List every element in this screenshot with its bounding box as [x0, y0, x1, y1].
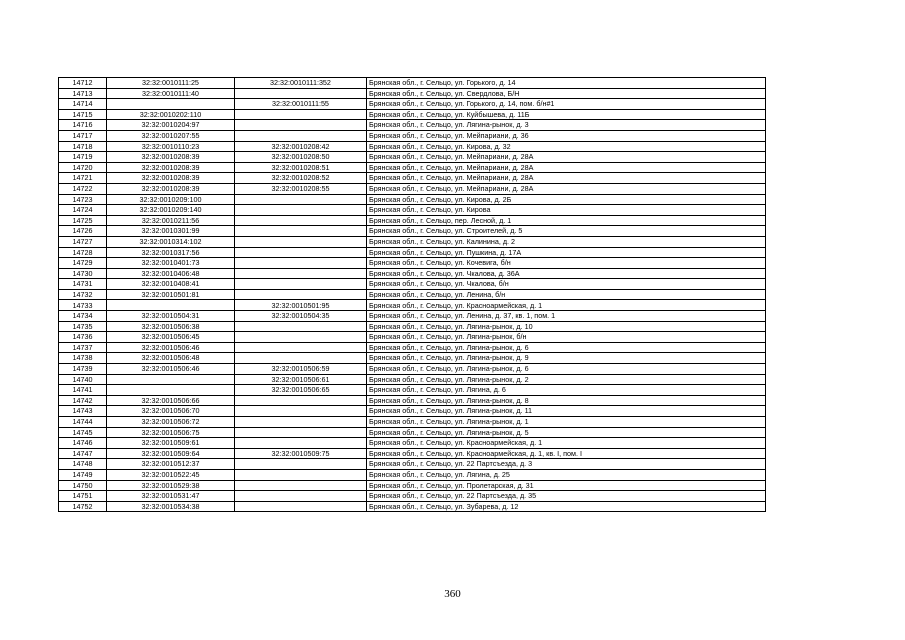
related-cadastral-number-cell [235, 321, 367, 332]
cadastral-number-cell: 32:32:0010504:31 [107, 311, 235, 322]
row-number-cell: 14752 [59, 501, 107, 512]
row-number-cell: 14727 [59, 236, 107, 247]
row-number-cell: 14717 [59, 130, 107, 141]
row-number-cell: 14747 [59, 448, 107, 459]
table-row [59, 501, 766, 512]
address-cell: Брянская обл., г. Сельцо, ул. Горького, д. 14 [367, 78, 766, 89]
table-row [59, 385, 766, 396]
address-cell: Брянская обл., г. Сельцо, ул. Пролетарская, д. 31 [367, 480, 766, 491]
table-row [59, 289, 766, 300]
row-number-cell: 14733 [59, 300, 107, 311]
cadastral-number-cell [107, 374, 235, 385]
cadastral-number-cell: 32:32:0010506:48 [107, 353, 235, 364]
cadastral-number-cell: 32:32:0010529:38 [107, 480, 235, 491]
table-row [59, 321, 766, 332]
cadastral-number-cell: 32:32:0010314:102 [107, 236, 235, 247]
row-number-cell: 14735 [59, 321, 107, 332]
related-cadastral-number-cell [235, 332, 367, 343]
cadastral-number-cell: 32:32:0010509:64 [107, 448, 235, 459]
table-row [59, 162, 766, 173]
row-number-cell: 14745 [59, 427, 107, 438]
related-cadastral-number-cell: 32:32:0010208:51 [235, 162, 367, 173]
page-number: 360 [444, 588, 461, 600]
row-number-cell: 14744 [59, 417, 107, 428]
related-cadastral-number-cell: 32:32:0010504:35 [235, 311, 367, 322]
cadastral-number-cell: 32:32:0010208:39 [107, 152, 235, 163]
address-cell: Брянская обл., г. Сельцо, ул. 22 Партсъезда, д. 3 [367, 459, 766, 470]
cadastral-number-cell: 32:32:0010208:39 [107, 162, 235, 173]
table-row [59, 332, 766, 343]
table-row [59, 183, 766, 194]
table-row [59, 205, 766, 216]
address-cell: Брянская обл., г. Сельцо, ул. Лягина-рынок, б/н [367, 332, 766, 343]
table-row [59, 374, 766, 385]
related-cadastral-number-cell: 32:32:0010506:59 [235, 364, 367, 375]
address-cell: Брянская обл., г. Сельцо, ул. Лягина-рынок, д. 10 [367, 321, 766, 332]
table-row [59, 491, 766, 502]
related-cadastral-number-cell [235, 417, 367, 428]
address-cell: Брянская обл., г. Сельцо, ул. Лягина-рынок, д. 5 [367, 427, 766, 438]
row-number-cell: 14746 [59, 438, 107, 449]
table-row [59, 459, 766, 470]
cadastral-number-cell: 32:32:0010501:81 [107, 289, 235, 300]
related-cadastral-number-cell [235, 427, 367, 438]
related-cadastral-number-cell [235, 491, 367, 502]
address-cell: Брянская обл., г. Сельцо, ул. Лягина-рынок, д. 1 [367, 417, 766, 428]
cadastral-number-cell [107, 99, 235, 110]
cadastral-number-cell: 32:32:0010408:41 [107, 279, 235, 290]
related-cadastral-number-cell [235, 501, 367, 512]
table-row [59, 109, 766, 120]
address-cell: Брянская обл., г. Сельцо, ул. Лягина, д. 25 [367, 469, 766, 480]
row-number-cell: 14718 [59, 141, 107, 152]
cadastral-number-cell: 32:32:0010111:40 [107, 88, 235, 99]
related-cadastral-number-cell [235, 194, 367, 205]
address-cell: Брянская обл., г. Сельцо, ул. Кирова, д. 2Б [367, 194, 766, 205]
related-cadastral-number-cell [235, 109, 367, 120]
table-row [59, 194, 766, 205]
row-number-cell: 14740 [59, 374, 107, 385]
registry-table-body [59, 78, 766, 512]
cadastral-number-cell: 32:32:0010301:99 [107, 226, 235, 237]
row-number-cell: 14749 [59, 469, 107, 480]
cadastral-number-cell: 32:32:0010202:110 [107, 109, 235, 120]
related-cadastral-number-cell [235, 205, 367, 216]
row-number-cell: 14729 [59, 258, 107, 269]
address-cell: Брянская обл., г. Сельцо, ул. 22 Партсъезда, д. 35 [367, 491, 766, 502]
related-cadastral-number-cell [235, 469, 367, 480]
address-cell: Брянская обл., г. Сельцо, ул. Мейпариани, д. 28А [367, 152, 766, 163]
related-cadastral-number-cell [235, 353, 367, 364]
table-row [59, 279, 766, 290]
table-row [59, 448, 766, 459]
address-cell: Брянская обл., г. Сельцо, ул. Свердлова, Б/Н [367, 88, 766, 99]
address-cell: Брянская обл., г. Сельцо, ул. Мейпариани, д. 28А [367, 173, 766, 184]
address-cell: Брянская обл., г. Сельцо, ул. Строителей, д. 5 [367, 226, 766, 237]
address-cell: Брянская обл., г. Сельцо, ул. Калинина, д. 2 [367, 236, 766, 247]
table-row [59, 99, 766, 110]
address-cell: Брянская обл., г. Сельцо, ул. Лягина-рынок, д. 6 [367, 342, 766, 353]
cadastral-number-cell: 32:32:0010512:37 [107, 459, 235, 470]
address-cell: Брянская обл., г. Сельцо, ул. Ленина, б/н [367, 289, 766, 300]
row-number-cell: 14738 [59, 353, 107, 364]
related-cadastral-number-cell: 32:32:0010506:65 [235, 385, 367, 396]
cadastral-number-cell: 32:32:0010506:45 [107, 332, 235, 343]
cadastral-number-cell: 32:32:0010522:45 [107, 469, 235, 480]
row-number-cell: 14736 [59, 332, 107, 343]
related-cadastral-number-cell [235, 236, 367, 247]
related-cadastral-number-cell: 32:32:0010208:52 [235, 173, 367, 184]
row-number-cell: 14734 [59, 311, 107, 322]
cadastral-number-cell: 32:32:0010211:56 [107, 215, 235, 226]
related-cadastral-number-cell [235, 438, 367, 449]
row-number-cell: 14742 [59, 395, 107, 406]
row-number-cell: 14713 [59, 88, 107, 99]
table-row [59, 311, 766, 322]
related-cadastral-number-cell [235, 130, 367, 141]
address-cell: Брянская обл., г. Сельцо, ул. Лягина-рынок, д. 2 [367, 374, 766, 385]
related-cadastral-number-cell [235, 342, 367, 353]
table-row [59, 268, 766, 279]
table-row [59, 395, 766, 406]
related-cadastral-number-cell [235, 289, 367, 300]
address-cell: Брянская обл., г. Сельцо, ул. Красноармейская, д. 1 [367, 300, 766, 311]
cadastral-number-cell: 32:32:0010506:46 [107, 364, 235, 375]
table-row [59, 226, 766, 237]
row-number-cell: 14726 [59, 226, 107, 237]
address-cell: Брянская обл., г. Сельцо, ул. Лягина-рынок, д. 3 [367, 120, 766, 131]
related-cadastral-number-cell: 32:32:0010506:61 [235, 374, 367, 385]
address-cell: Брянская обл., г. Сельцо, ул. Куйбышева, д. 11Б [367, 109, 766, 120]
related-cadastral-number-cell [235, 480, 367, 491]
table-row [59, 342, 766, 353]
row-number-cell: 14721 [59, 173, 107, 184]
address-cell: Брянская обл., г. Сельцо, ул. Мейпариани, д. 36 [367, 130, 766, 141]
related-cadastral-number-cell: 32:32:0010208:55 [235, 183, 367, 194]
related-cadastral-number-cell [235, 215, 367, 226]
cadastral-number-cell: 32:32:0010406:48 [107, 268, 235, 279]
cadastral-number-cell: 32:32:0010506:46 [107, 342, 235, 353]
cadastral-number-cell: 32:32:0010506:75 [107, 427, 235, 438]
cadastral-number-cell [107, 300, 235, 311]
table-row [59, 406, 766, 417]
cadastral-number-cell: 32:32:0010506:38 [107, 321, 235, 332]
address-cell: Брянская обл., г. Сельцо, ул. Лягина-рынок, д. 6 [367, 364, 766, 375]
related-cadastral-number-cell [235, 395, 367, 406]
table-row [59, 353, 766, 364]
cadastral-number-cell: 32:32:0010506:70 [107, 406, 235, 417]
row-number-cell: 14737 [59, 342, 107, 353]
table-row [59, 141, 766, 152]
address-cell: Брянская обл., г. Сельцо, ул. Красноармейская, д. 1 [367, 438, 766, 449]
row-number-cell: 14716 [59, 120, 107, 131]
address-cell: Брянская обл., г. Сельцо, ул. Лягина-рынок, д. 8 [367, 395, 766, 406]
related-cadastral-number-cell [235, 279, 367, 290]
address-cell: Брянская обл., г. Сельцо, ул. Чкалова, б/н [367, 279, 766, 290]
registry-table [58, 77, 766, 512]
cadastral-number-cell: 32:32:0010207:55 [107, 130, 235, 141]
address-cell: Брянская обл., г. Сельцо, ул. Лягина-рынок, д. 9 [367, 353, 766, 364]
related-cadastral-number-cell [235, 406, 367, 417]
table-row [59, 78, 766, 89]
cadastral-number-cell: 32:32:0010209:140 [107, 205, 235, 216]
table-row [59, 417, 766, 428]
cadastral-number-cell: 32:32:0010531:47 [107, 491, 235, 502]
row-number-cell: 14728 [59, 247, 107, 258]
address-cell: Брянская обл., г. Сельцо, ул. Мейпариани, д. 28А [367, 162, 766, 173]
cadastral-number-cell: 32:32:0010111:25 [107, 78, 235, 89]
cadastral-number-cell: 32:32:0010208:39 [107, 183, 235, 194]
cadastral-number-cell: 32:32:0010208:39 [107, 173, 235, 184]
cadastral-number-cell: 32:32:0010534:38 [107, 501, 235, 512]
row-number-cell: 14741 [59, 385, 107, 396]
table-row [59, 300, 766, 311]
related-cadastral-number-cell [235, 120, 367, 131]
table-row [59, 236, 766, 247]
address-cell: Брянская обл., г. Сельцо, ул. Зубарева, д. 12 [367, 501, 766, 512]
address-cell: Брянская обл., г. Сельцо, ул. Кочевига, б/н [367, 258, 766, 269]
row-number-cell: 14720 [59, 162, 107, 173]
table-row [59, 364, 766, 375]
row-number-cell: 14722 [59, 183, 107, 194]
row-number-cell: 14714 [59, 99, 107, 110]
table-row [59, 427, 766, 438]
address-cell: Брянская обл., г. Сельцо, ул. Мейпариани, д. 28А [367, 183, 766, 194]
related-cadastral-number-cell: 32:32:0010208:50 [235, 152, 367, 163]
row-number-cell: 14712 [59, 78, 107, 89]
cadastral-number-cell: 32:32:0010204:97 [107, 120, 235, 131]
related-cadastral-number-cell: 32:32:0010501:95 [235, 300, 367, 311]
row-number-cell: 14751 [59, 491, 107, 502]
row-number-cell: 14723 [59, 194, 107, 205]
table-row [59, 88, 766, 99]
related-cadastral-number-cell [235, 459, 367, 470]
related-cadastral-number-cell: 32:32:0010111:55 [235, 99, 367, 110]
address-cell: Брянская обл., г. Сельцо, пер. Лесной, д. 1 [367, 215, 766, 226]
address-cell: Брянская обл., г. Сельцо, ул. Красноармейская, д. 1, кв. I, пом. I [367, 448, 766, 459]
table-row [59, 258, 766, 269]
table-row [59, 130, 766, 141]
address-cell: Брянская обл., г. Сельцо, ул. Кирова, д. 32 [367, 141, 766, 152]
related-cadastral-number-cell [235, 258, 367, 269]
related-cadastral-number-cell [235, 247, 367, 258]
address-cell: Брянская обл., г. Сельцо, ул. Пушкина, д. 17А [367, 247, 766, 258]
table-row [59, 438, 766, 449]
address-cell: Брянская обл., г. Сельцо, ул. Лягина-рынок, д. 11 [367, 406, 766, 417]
cadastral-number-cell: 32:32:0010317:56 [107, 247, 235, 258]
cadastral-number-cell: 32:32:0010509:61 [107, 438, 235, 449]
related-cadastral-number-cell: 32:32:0010111:352 [235, 78, 367, 89]
address-cell: Брянская обл., г. Сельцо, ул. Чкалова, д. 36А [367, 268, 766, 279]
row-number-cell: 14725 [59, 215, 107, 226]
row-number-cell: 14748 [59, 459, 107, 470]
table-row [59, 120, 766, 131]
table-row [59, 469, 766, 480]
table-row [59, 215, 766, 226]
table-row [59, 247, 766, 258]
address-cell: Брянская обл., г. Сельцо, ул. Горького, д. 14, пом. б/н#1 [367, 99, 766, 110]
row-number-cell: 14715 [59, 109, 107, 120]
row-number-cell: 14750 [59, 480, 107, 491]
related-cadastral-number-cell: 32:32:0010208:42 [235, 141, 367, 152]
row-number-cell: 14732 [59, 289, 107, 300]
row-number-cell: 14739 [59, 364, 107, 375]
address-cell: Брянская обл., г. Сельцо, ул. Лягина, д. 6 [367, 385, 766, 396]
address-cell: Брянская обл., г. Сельцо, ул. Ленина, д. 37, кв. 1, пом. 1 [367, 311, 766, 322]
cadastral-number-cell: 32:32:0010110:23 [107, 141, 235, 152]
related-cadastral-number-cell [235, 88, 367, 99]
row-number-cell: 14719 [59, 152, 107, 163]
row-number-cell: 14731 [59, 279, 107, 290]
table-row [59, 173, 766, 184]
related-cadastral-number-cell: 32:32:0010509:75 [235, 448, 367, 459]
related-cadastral-number-cell [235, 226, 367, 237]
address-cell: Брянская обл., г. Сельцо, ул. Кирова [367, 205, 766, 216]
cadastral-number-cell: 32:32:0010401:73 [107, 258, 235, 269]
row-number-cell: 14724 [59, 205, 107, 216]
cadastral-number-cell [107, 385, 235, 396]
related-cadastral-number-cell [235, 268, 367, 279]
cadastral-number-cell: 32:32:0010506:66 [107, 395, 235, 406]
row-number-cell: 14743 [59, 406, 107, 417]
row-number-cell: 14730 [59, 268, 107, 279]
cadastral-number-cell: 32:32:0010209:100 [107, 194, 235, 205]
table-row [59, 480, 766, 491]
table-row [59, 152, 766, 163]
cadastral-number-cell: 32:32:0010506:72 [107, 417, 235, 428]
